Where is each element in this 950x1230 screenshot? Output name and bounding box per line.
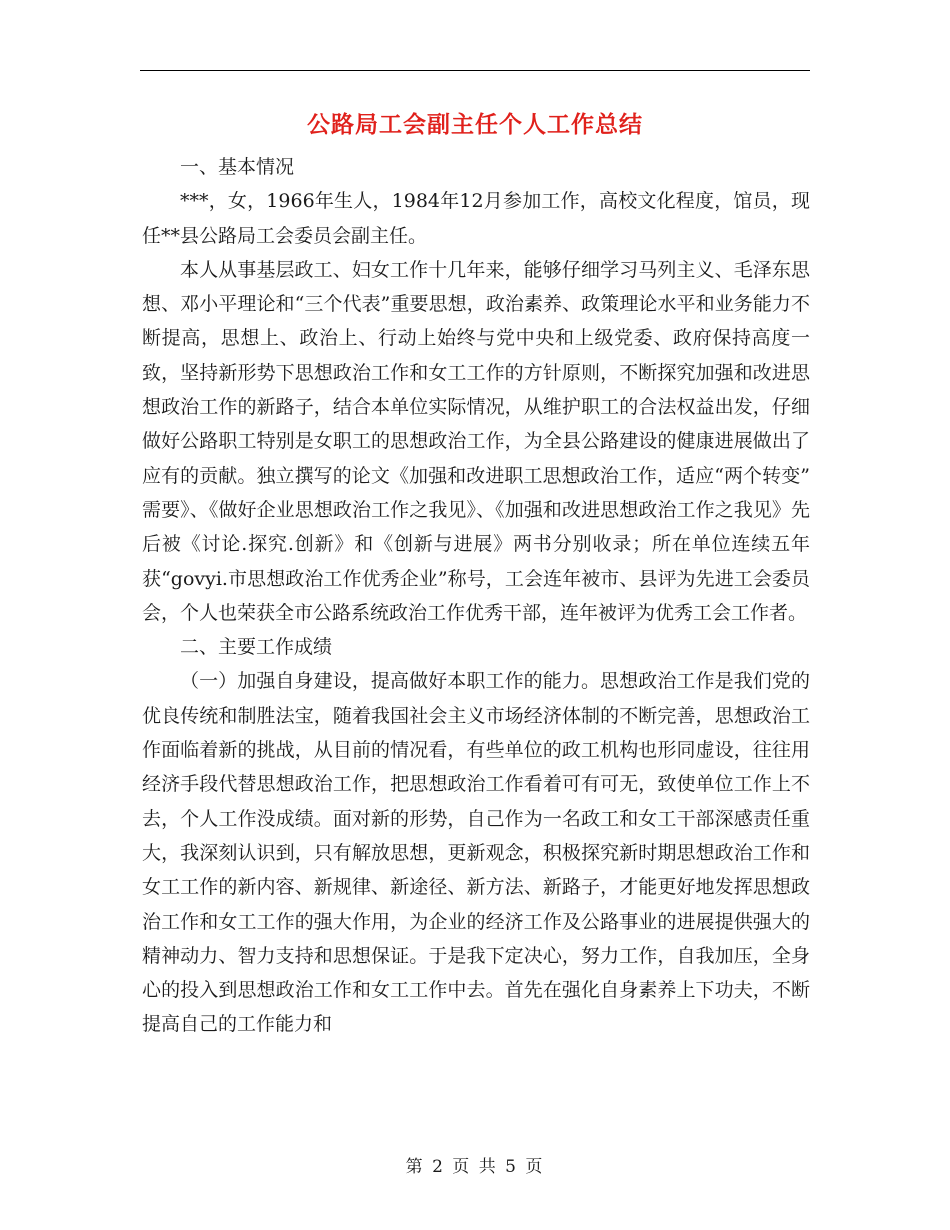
paragraph-self-improvement: （一）加强自身建设，提高做好本职工作的能力。思想政治工作是我们党的优良传统和制胜法宝，随着我国社会主义市场经济体制的不断完善，思想政治工作面临着新的挑战，从目前的情况看，有些单位的政工机构也形同虚设，往往用经济手段代替思想政治工作，把思想政治工作看着可有可无，致使单位工作上不去，个人工作没成绩。面对新的形势，自己作为一名政工和女工干部深感责任重大，我深刻认识到，只有解放思想，更新观念，积极探究新时期思想政治工作和女工工作的新内容、新规律、新途径、新方法、新路子，才能更好地发挥思想政治工作和女工工作的强大作用，为企业的经济工作及公路事业的进展提供强大的精神动力、智力支持和思想保证。于是我下定决心，努力工作，自我加压，全身心的投入到思想政治工作和女工工作中去。首先在强化自身素养上下功夫，不断提高自己的工作能力和 <box>142 670 810 1036</box>
document-title: 公路局工会副主任个人工作总结 <box>307 111 643 138</box>
document-body <box>142 150 810 1042</box>
section-heading-achievements: 二、主要工作成绩 <box>180 636 333 659</box>
section-heading-basic-info: 一、基本情况 <box>180 156 295 178</box>
paragraph-personal-info: ***，女，1966年生人，1984年12月参加工作，高校文化程度，馆员，现任**县公路局工会委员会副主任。 <box>142 190 810 247</box>
header-rule <box>140 70 810 71</box>
page-number-footer: 第 2 页 共 5 页 <box>405 1157 545 1177</box>
paragraph-work-summary: 本人从事基层政工、妇女工作十几年来，能够仔细学习马列主义、毛泽东思想、邓小平理论和“三个代表”重要思想，政治素养、政策理论水平和业务能力不断提高，思想上、政治上、行动上始终与党中央和上级党委、政府保持高度一致，坚持新形势下思想政治工作和女工工作的方针原则，不断探究加强和改进思想政治工作的新路子，结合本单位实际情况，从维护职工的合法权益出发，仔细做好公路职工特别是女职工的思想政治工作，为全县公路建设的健康进展做出了应有的贡献。独立撰写的论文《加强和改进职工思想政治工作，适应“两个转变” 需要》、《做好企业思想政治工作之我见》、《加强和改进思想政治工作之我见》先后被《讨论.探究.创新》和《创新与进展》两书分别收录；所在单位连续五年获“govyi.市思想政治工作优秀企业”称号，工会连年被市、县评为先进工会委员会，个人也荣获全市公路系统政治工作优秀干部，连年被评为优秀工会工作者。 <box>142 258 810 624</box>
